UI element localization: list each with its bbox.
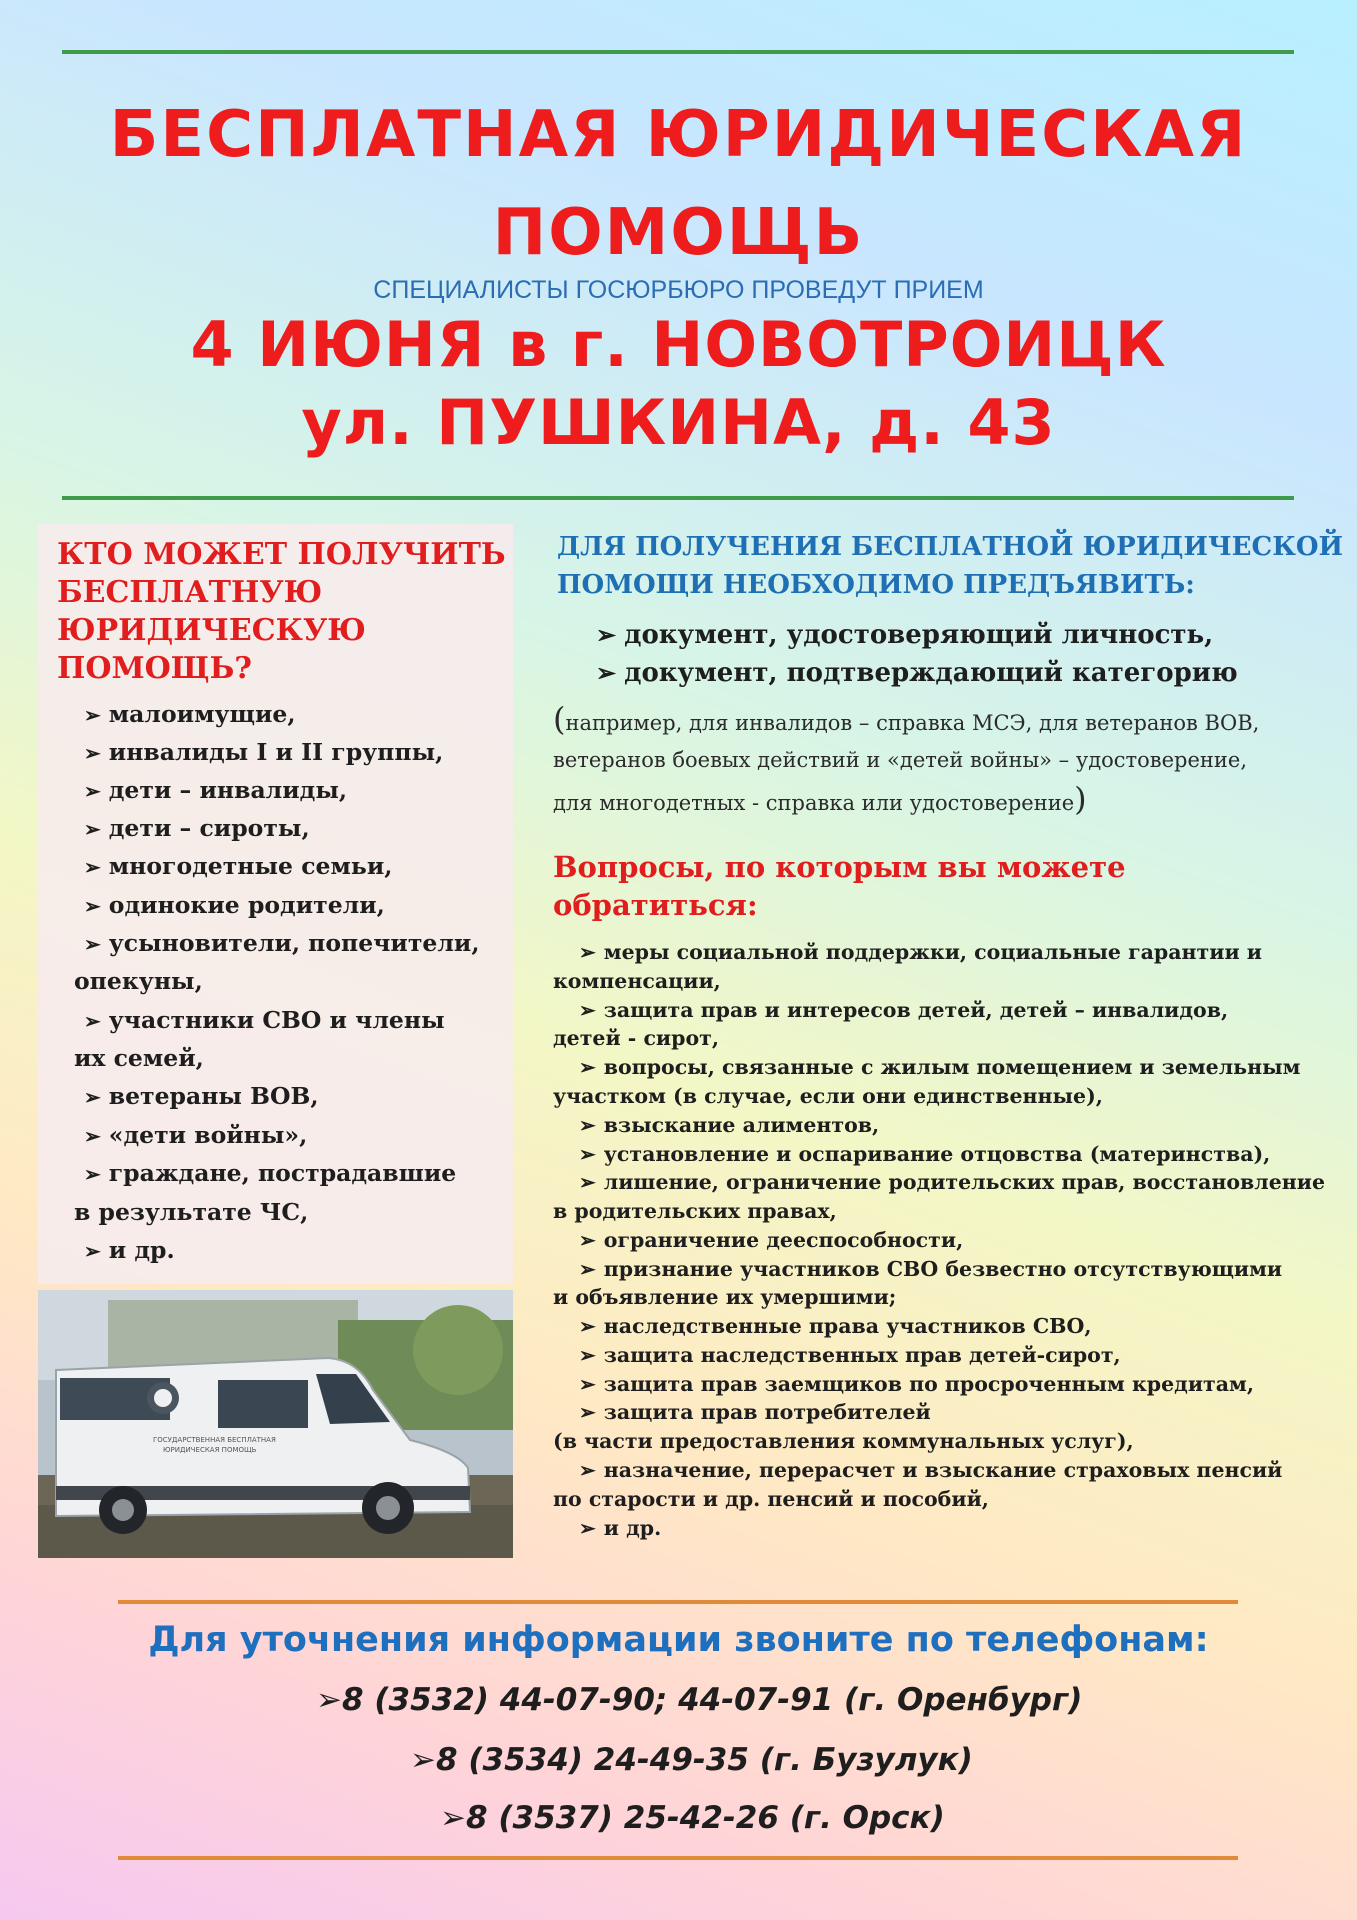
arrow-icon: ➢ (440, 1800, 466, 1836)
who-item: ➢ дети – инвалиды, (84, 776, 348, 804)
arrow-icon: ➢ (579, 1372, 596, 1396)
who-item: ➢ ветераны ВОВ, (84, 1082, 319, 1110)
van-text-1: ГОСУДАРСТВЕННАЯ БЕСПЛАТНАЯ (153, 1436, 276, 1444)
arrow-icon: ➢ (579, 1170, 596, 1194)
address: ул. ПУШКИНА, д. 43 (301, 386, 1056, 459)
question-line: детей - сирот, (553, 1026, 719, 1050)
who-item: ➢ граждане, пострадавшие (84, 1159, 457, 1187)
arrow-icon: ➢ (579, 1343, 596, 1367)
docs-heading-2: ПОМОЩИ НЕОБХОДИМО ПРЕДЪЯВИТЬ: (557, 570, 1195, 600)
van-text-2: ЮРИДИЧЕСКАЯ ПОМОЩЬ (163, 1446, 257, 1454)
who-item: в результате ЧС, (74, 1198, 309, 1226)
phone-line: ➢8 (3532) 44-07-90; 44-07-91 (г. Оренбург) (316, 1682, 1083, 1718)
arrow-icon: ➢ (84, 779, 101, 803)
subtitle: СПЕЦИАЛИСТЫ ГОСЮРБЮРО ПРОВЕДУТ ПРИЕМ (373, 276, 984, 304)
arrow-icon: ➢ (596, 620, 617, 649)
docs-note-3: для многодетных - справка или удостоверение) (553, 780, 1087, 818)
arrow-icon: ➢ (84, 1009, 101, 1033)
question-line: в родительских правах, (553, 1199, 837, 1223)
arrow-icon: ➢ (84, 1239, 101, 1263)
arrow-icon: ➢ (579, 940, 596, 964)
doc-item: ➢ документ, подтверждающий категорию (596, 658, 1238, 688)
arrow-icon: ➢ (316, 1682, 342, 1718)
who-item: их семей, (74, 1044, 204, 1072)
who-item: ➢ дети – сироты, (84, 814, 310, 842)
arrow-icon: ➢ (579, 1314, 596, 1338)
arrow-icon: ➢ (84, 1085, 101, 1109)
arrow-icon: ➢ (579, 998, 596, 1022)
van-photo (38, 1290, 513, 1558)
docs-note-2: ветеранов боевых действий и «детей войны» – удостоверение, (553, 748, 1248, 772)
who-item: ➢ участники СВО и члены (84, 1006, 445, 1034)
arrow-icon: ➢ (84, 703, 101, 727)
who-item: ➢ многодетные семьи, (84, 852, 393, 880)
question-line: ➢ защита наследственных прав детей-сирот, (579, 1343, 1121, 1367)
who-item: ➢ усыновители, попечители, (84, 929, 480, 957)
question-line: по старости и др. пенсий и пособий, (553, 1487, 989, 1511)
question-line: ➢ защита прав и интересов детей, детей – инвалидов, (579, 998, 1229, 1022)
contacts-top-divider (118, 1600, 1238, 1604)
who-item: ➢ «дети войны», (84, 1121, 308, 1149)
questions-heading: Вопросы, по которым вы можете обратиться: (553, 850, 1126, 922)
who-item: ➢ малоимущие, (84, 700, 296, 728)
question-line: (в части предоставления коммунальных услуг), (553, 1429, 1134, 1453)
who-title: КТО МОЖЕТ ПОЛУЧИТЬ БЕСПЛАТНУЮ ЮРИДИЧЕСКУЮ ПОМОЩЬ? (57, 537, 506, 686)
top-divider (62, 50, 1294, 54)
arrow-icon: ➢ (579, 1142, 596, 1166)
arrow-icon: ➢ (84, 1162, 101, 1186)
doc-item: ➢ документ, удостоверяющий личность, (596, 620, 1214, 650)
docs-heading-1: ДЛЯ ПОЛУЧЕНИЯ БЕСПЛАТНОЙ ЮРИДИЧЕСКОЙ (557, 532, 1344, 562)
arrow-icon: ➢ (410, 1742, 436, 1778)
question-line: компенсации, (553, 969, 721, 993)
page-title-line2: ПОМОЩЬ (492, 196, 865, 270)
bottom-divider (118, 1856, 1238, 1860)
who-item: опекуны, (74, 967, 203, 995)
arrow-icon: ➢ (84, 855, 101, 879)
question-line: ➢ признание участников СВО безвестно отсутствующими (579, 1257, 1283, 1281)
question-line: ➢ лишение, ограничение родительских прав, восстановление (579, 1170, 1326, 1194)
question-line: участком (в случае, если они единственные), (553, 1084, 1103, 1108)
arrow-icon: ➢ (84, 894, 101, 918)
docs-note-1: (например, для инвалидов – справка МСЭ, для ветеранов ВОВ, (553, 700, 1260, 738)
question-line: ➢ защита прав потребителей (579, 1400, 931, 1424)
arrow-icon: ➢ (579, 1113, 596, 1137)
header-divider (62, 496, 1294, 500)
question-line: ➢ назначение, перерасчет и взыскание страховых пенсий (579, 1458, 1283, 1482)
contacts-heading: Для уточнения информации звоните по телефонам: (148, 1620, 1209, 1660)
question-line: ➢ вопросы, связанные с жилым помещением и земельным (579, 1055, 1301, 1079)
question-line: ➢ защита прав заемщиков по просроченным кредитам, (579, 1372, 1254, 1396)
arrow-icon: ➢ (579, 1228, 596, 1252)
question-line: и объявление их умершими; (553, 1285, 897, 1309)
phone-line: ➢8 (3534) 24-49-35 (г. Бузулук) (410, 1742, 973, 1778)
page-title-line1: БЕСПЛАТНАЯ ЮРИДИЧЕСКАЯ (109, 98, 1248, 172)
phone-line: ➢8 (3537) 25-42-26 (г. Орск) (440, 1800, 945, 1836)
arrow-icon: ➢ (579, 1516, 596, 1540)
who-item: ➢ инвалиды I и II группы, (84, 738, 444, 766)
who-item: ➢ одинокие родители, (84, 891, 385, 919)
arrow-icon: ➢ (579, 1400, 596, 1424)
question-line: ➢ наследственные права участников СВО, (579, 1314, 1092, 1338)
arrow-icon: ➢ (84, 817, 101, 841)
question-line: ➢ установление и оспаривание отцовства (материнства), (579, 1142, 1271, 1166)
arrow-icon: ➢ (596, 658, 617, 687)
arrow-icon: ➢ (84, 741, 101, 765)
who-item: ➢ и др. (84, 1236, 175, 1264)
date-place: 4 ИЮНЯ в г. НОВОТРОИЦК (190, 308, 1167, 381)
arrow-icon: ➢ (84, 1124, 101, 1148)
arrow-icon: ➢ (84, 932, 101, 956)
question-line: ➢ ограничение дееспособности, (579, 1228, 964, 1252)
arrow-icon: ➢ (579, 1055, 596, 1079)
question-line: ➢ и др. (579, 1516, 662, 1540)
arrow-icon: ➢ (579, 1458, 596, 1482)
question-line: ➢ взыскание алиментов, (579, 1113, 880, 1137)
arrow-icon: ➢ (579, 1257, 596, 1281)
question-line: ➢ меры социальной поддержки, социальные гарантии и (579, 940, 1262, 964)
